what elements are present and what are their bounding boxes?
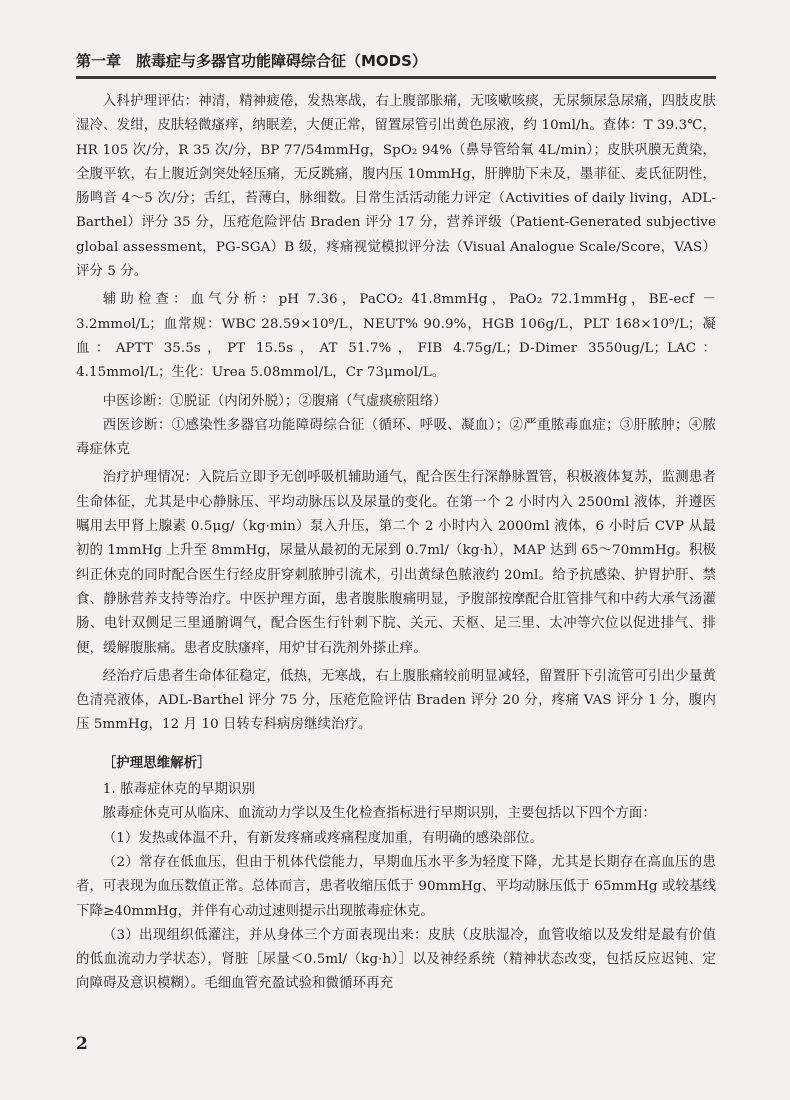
- list-item-3: （3）出现组织低灌注，并从身体三个方面表现出来：皮肤（皮肤湿冷，血管收缩以及发绀是最有价值的低血流动力学状态），肾脏［尿量＜0.5ml/（kg·h）］以及神经系统（精神状态改变，包括反应迟钝、定向障碍及意识模糊）。毛细血管充盈试验和微循环再充: [76, 927, 716, 992]
- paragraph-auxiliary-exams: 辅助检查：血气分析：pH 7.36，PaCO₂ 41.8mmHg，PaO₂ 72.1mmHg，BE-ecf －3.2mmol/L；血常规：WBC 28.59×10⁹/L，NEUT% 90.9%，HGB 106g/L，PLT 168×10⁹/L；凝血：APTT 35.5s，PT 15.5s，AT 51.7%，FIB 4.75g/L；D-Dimer 3550ug/L；LAC：4.15mmol/L；生化：Urea 5.08mmol/L，Cr 73μmol/L。: [76, 292, 716, 381]
- page-content: [76, 90, 716, 997]
- paragraph-early-identification: 脓毒症休克可从临床、血流动力学以及生化检查指标进行早期识别，主要包括以下四个方面：: [102, 806, 656, 822]
- section-subtitle: 1. 脓毒症休克的早期识别: [102, 782, 256, 798]
- section-title: ［护理思维解析］: [102, 755, 211, 771]
- paragraph-treatment-nursing: 治疗护理情况：入院后立即予无创呼吸机辅助通气，配合医生行深静脉置管，积极液体复苏，监测患者生命体征，尤其是中心静脉压、平均动脉压以及尿量的变化。在第一个 2 小时内入 2500ml 液体，并遵医嘱用去甲肾上腺素 0.5μg/（kg·min）泵入升压，第二个 2 小时内入 2000ml 液体，6 小时后 CVP 从最初的 1mmHg 上升至 8mmHg，尿量从最初的无尿到 0.7ml/（kg·h），MAP 达到 65～70mmHg。积极纠正休克的同时配合医生行经皮肝穿刺脓肿引流术，引出黄绿色脓液约 20ml。给予抗感染、护胃护肝、禁食、静脉营养支持等治疗。中医护理方面，患者腹胀腹痛明显，予腹部按摩配合肛管排气和中药大承气汤灌肠、电针双侧足三里通腑调气，配合医生行针刺下脘、关元、天枢、足三里、太冲等穴位以促进排气、排便，缓解腹胀痛。患者皮肤瘙痒，用炉甘石洗剂外搽止痒。: [76, 470, 716, 656]
- page-number: 2: [76, 1034, 88, 1054]
- list-item-2: （2）常存在低血压，但由于机体代偿能力，早期血压水平多为轻度下降，尤其是长期存在高血压的患者，可表现为血压数值正常。总体而言，患者收缩压低于 90mmHg、平均动脉压低于 65mmHg 或较基线下降≥40mmHg，并伴有心动过速则提示出现脓毒症休克。: [76, 854, 716, 919]
- running-header: 第一章 脓毒症与多器官功能障碍综合征（MODS）: [76, 52, 427, 70]
- list-item-1: （1）发热或体温不升，有新发疼痛或疼痛程度加重，有明确的感染部位。: [102, 830, 544, 846]
- paragraph-outcome: 经治疗后患者生命体征稳定，低热，无寒战，右上腹胀痛较前明显减轻，留置肝下引流管可引出少量黄色清亮液体，ADL-Barthel 评分 75 分，压疮危险评估 Braden 评分 20 分，疼痛 VAS 评分 1 分，腹内压 5mmHg，12 月 10 日转专科病房继续治疗。: [76, 668, 716, 733]
- paragraph-tcm-diagnosis: 中医诊断：①脱证（内闭外脱）；②腹痛（气虚痰瘀阻络）: [102, 393, 447, 409]
- paragraph-admission-assessment: 入科护理评估：神清，精神疲倦，发热寒战，右上腹部胀痛，无咳嗽咳痰，无尿频尿急尿痛，四肢皮肤湿冷、发绀，皮肤轻微瘙痒，纳眠差，大便正常，留置尿管引出黄色尿液，约 10ml/h。查体：T 39.3℃，HR 105 次/分，R 35 次/分，BP 77/54mmHg，SpO₂ 94%（鼻导管给氧 4L/min）；皮肤巩膜无黄染，全腹平软，右上腹近剑突处轻压痛，无反跳痛，腹内压 10mmHg，肝脾肋下未及，墨菲征、麦氏征阴性，肠鸣音 4～5 次/分；舌红，苔薄白，脉细数。日常生活活动能力评定（Activities of daily living，ADL-Barthel）评分 35 分，压疮危险评估 Braden 评分 17 分，营养评级（Patient-Generated subjective global assessment，PG-SGA）B 级，疼痛视觉模拟评分法（Visual Analogue Scale/Score，VAS）评分 5 分。: [76, 94, 716, 280]
- paragraph-western-diagnosis: 西医诊断：①感染性多器官功能障碍综合征（循环、呼吸、凝血）；②严重脓毒血症；③肝脓肿；④脓毒症休克: [76, 417, 716, 458]
- header-rule: [76, 76, 716, 79]
